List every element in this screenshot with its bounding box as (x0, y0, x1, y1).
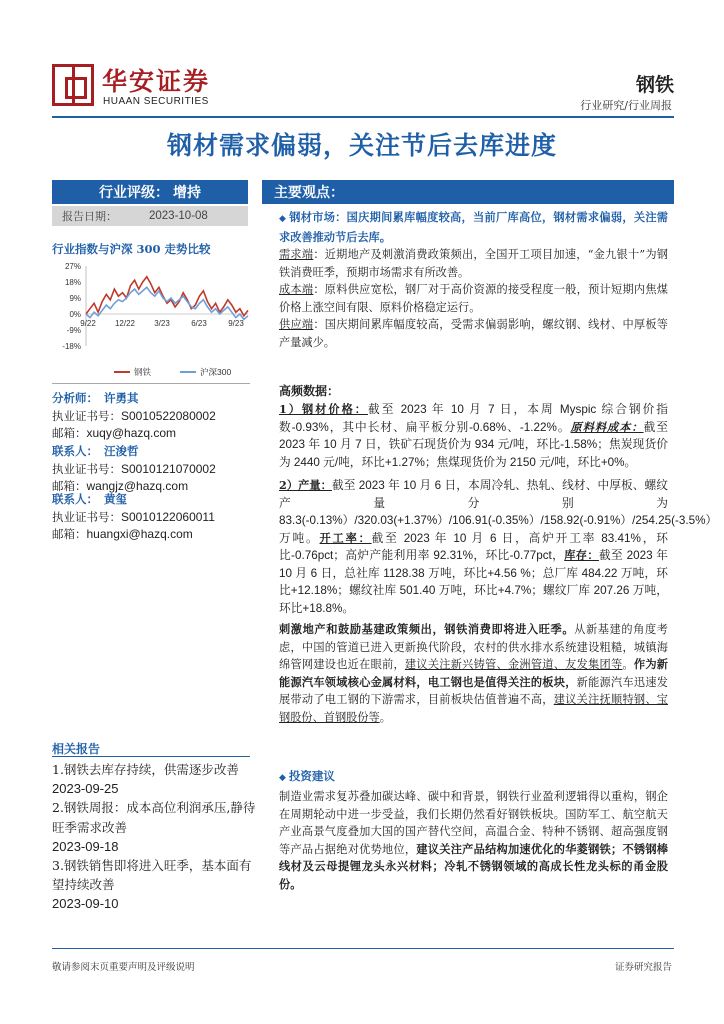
price-paragraph (279, 401, 668, 471)
chart-x-tick-label: 9/22 (80, 319, 96, 328)
rating-bar (52, 180, 248, 204)
email-label: 邮箱： (52, 479, 87, 493)
price-text: 截至 2023 年 10 月 7 日，本周 Myspic 综合钢价指数-0.93%，其中长材、扁平板分别-0.68%、-1.22%。 (279, 403, 668, 434)
outlook-text: 从新基建的角度考虑，中国的管道已进入更新换代阶段，农村的供水排水系统建设粗糙，城镇海绵管网建设也近在眼前， (279, 623, 668, 671)
analyst-block-2 (52, 443, 252, 496)
chart-y-tick-label: 9% (69, 294, 81, 303)
analyst-block-3 (52, 491, 252, 544)
outlook-end: 。 (379, 710, 391, 724)
bullet-icon: ◆ (279, 773, 286, 783)
cert-label: 执业证书号： (52, 461, 121, 476)
logo-mark-icon (52, 64, 94, 106)
report-date-bar (52, 206, 248, 226)
contact-email-link[interactable]: huangxi@hazq.com (86, 527, 193, 541)
contact-role-label: 联系人： (52, 492, 98, 506)
bullet-icon: ◆ (279, 214, 287, 224)
outlook-paragraph (279, 621, 668, 726)
main-view-bar (262, 180, 674, 204)
footer-disclaimer: 敬请参阅末页重要声明及评级说明 (52, 962, 195, 973)
inventory-text: 截至 2023 年 10 月 6 日，总社库 1128.38 万吨，环比+4.56 %；总厂库 484.22 万吨，环比+12.18%；螺纹社库 501.40 万吨，环比+4.7%；螺纹厂库 207.26 万吨，环比+18.8%。 (279, 549, 668, 615)
cost-text: ：原料供应宽松，钢厂对于高价资源的接受程度一般，预计短期内焦煤价格上涨空间有限、原料价格稳定运行。 (279, 283, 668, 314)
chart-y-tick-label: -9% (66, 326, 81, 335)
report-date-value: 2023-10-08 (149, 210, 208, 222)
contact-email-link[interactable]: wangjz@hazq.com (86, 479, 189, 493)
rating-value: 增持 (173, 185, 201, 201)
outlook-punct: 。 (622, 658, 634, 671)
related-report-item[interactable] (52, 856, 256, 914)
contact-name: 黄玺 (104, 492, 127, 506)
report-type: 行业研究/行业周报 (580, 99, 672, 112)
chart-svg (52, 258, 252, 383)
email-label: 邮箱： (52, 527, 87, 541)
material-cost-text: 截至 2023 年 10 月 7 日，铁矿石现货价为 934 元/吨，环比-1.58%；焦炭现货价为 2440 元/吨，环比+1.27%；焦煤现货价为 2150 元/吨，环比+0%。 (279, 420, 668, 469)
investment-section (279, 788, 668, 893)
investment-text: 制造业需求复苏叠加碳达峰、碳中和背景，钢铁行业盈利逻辑得以重构，钢企在周期轮动中进一步受益，我们长期仍然看好钢铁板块。国防军工、航空航天产业高景气度叠加大国的国产替代空间，高温合金、特种不锈钢、超高强度钢等产品占据绝对优势地位， (279, 790, 668, 856)
market-headline-text: 钢材市场：国庆期间累库幅度较高，当前厂库高位，钢材需求偏弱，关注需求改善推动节后去库。 (279, 210, 668, 244)
analyst-cert-row (52, 408, 252, 426)
electrical-steel-bold: 作为新能源汽车领域核心金属材料，电工钢也是值得关注的板块， (279, 657, 668, 689)
investment-title: 投资建议 (288, 769, 335, 783)
header-divider (52, 116, 674, 118)
demand-label: 需求端 (279, 248, 314, 261)
brand-logo (52, 64, 242, 112)
cost-label: 成本端 (279, 283, 314, 296)
output-text: 截至 2023 年 10 月 6 日，本周冷轧、热轧、线材、中厚板、螺纹产量分别为 83.3(-0.13%）/320.03(+1.37%）/106.91(-0.35%）/158.92(-0.91%）/254.25(-3.5%）万吨。 (279, 479, 718, 545)
industry-name: 钢铁 (635, 74, 674, 96)
contact-name: 汪浚哲 (104, 444, 139, 458)
outlook-bold: 刺激地产和鼓励基建政策频出，钢铁消费即将进入旺季。 (279, 622, 575, 636)
investment-paragraph (279, 788, 668, 893)
related-reports-divider (52, 756, 250, 757)
output-label: 2）产量： (279, 478, 332, 492)
cert-number: S0010121070002 (121, 461, 216, 476)
chart-x-tick-label: 9/23 (228, 319, 244, 328)
supply-paragraph (279, 316, 668, 351)
analyst-role-row (52, 390, 252, 408)
demand-paragraph (279, 246, 668, 281)
logo-english-name: HUAAN SECURITIES (103, 96, 209, 107)
related-report-date: 2023-09-25 (52, 781, 119, 797)
contact-cert-row (52, 509, 252, 527)
contact-cert-row (52, 461, 252, 479)
chart-y-tick-label: -18% (62, 342, 81, 351)
investment-picks: 建议关注产品结构加速优化的华菱钢铁；不锈钢棒线材及云母提锂龙头永兴材料；冷轧不锈钢领域的高成长性龙头标的甬金股份。 (279, 841, 668, 891)
footer-label: 证券研究报告 (614, 962, 672, 973)
utilization-text: 截至 2023 年 10 月 6 日，高炉开工率 83.41%，环比-0.76pct；高炉产能利用率 92.31%，环比-0.77pct， (279, 531, 668, 562)
related-report-date: 2023-09-10 (52, 896, 119, 912)
related-report-title: 2.钢铁周报：成本高位利润承压,静待旺季需求改善 (52, 800, 256, 835)
chart-x-tick-label: 3/23 (154, 319, 170, 328)
analyst-role-label: 分析师： (52, 391, 98, 405)
cert-number: S0010522080002 (121, 408, 216, 423)
utilization-label: 开工率： (319, 530, 372, 545)
electrical-steel-text: 新能源汽车迅速发展带动了电工钢的下游需求，目前板块估值普遍不高， (279, 675, 668, 706)
chart-y-tick-label: 27% (64, 262, 81, 271)
related-reports-title: 相关报告 (52, 742, 101, 756)
analyst-email-link[interactable]: xuqy@hazq.com (86, 426, 177, 440)
related-report-title: 1.钢铁去库存持续，供需逐步改善 (52, 762, 239, 777)
high-freq-title: 高频数据： (279, 384, 340, 398)
supply-text: ：国庆期间累库幅度较高，受需求偏弱影响，螺纹钢、线材、中厚板等产量减少。 (279, 318, 668, 349)
related-reports-list (52, 760, 256, 914)
investment-heading (279, 768, 335, 784)
demand-text: ：近期地产及刺激消费政策频出，全国开工项目加速，“金九银十”为钢铁消费旺季，预期市场需求有所改善。 (279, 248, 668, 279)
cert-number: S0010122060011 (121, 509, 215, 524)
page-title: 钢材需求偏弱，关注节后去库进度 (166, 131, 557, 160)
related-report-date: 2023-09-18 (52, 838, 119, 854)
pipe-stock-picks: 建议关注新兴铸管、金洲管道、友发集团等 (404, 658, 623, 671)
footer-divider (52, 948, 674, 949)
cert-label: 执业证书号： (52, 408, 121, 423)
cost-paragraph (279, 281, 668, 316)
price-label: 1）钢材价格： (279, 402, 368, 416)
email-label: 邮箱： (52, 426, 87, 440)
special-steel-picks: 建议关注抚顺特钢、宝钢股份、首钢股份等 (279, 693, 668, 724)
chart-legend-label: 钢铁 (134, 367, 152, 377)
contact-role-row (52, 491, 252, 509)
main-view-title: 主要观点： (274, 185, 344, 201)
related-report-item[interactable] (52, 760, 256, 798)
material-cost-label: 原料料成本： (570, 419, 644, 434)
output-paragraph (279, 477, 718, 617)
chart-title: 行业指数与沪深 300 走势比较 (52, 242, 211, 256)
chart-divider (52, 383, 250, 384)
inventory-label: 库存： (564, 548, 599, 562)
analyst-email-row (52, 425, 252, 443)
analyst-name: 许勇其 (104, 391, 139, 405)
high-freq-section (279, 401, 718, 726)
chart-legend-label: 沪深300 (200, 367, 232, 377)
report-date-label: 报告日期： (62, 210, 117, 223)
analyst-block-1 (52, 390, 252, 443)
cert-label: 执业证书号： (52, 509, 121, 524)
chart-x-tick-label: 6/23 (191, 319, 207, 328)
rating-label: 行业评级： (99, 185, 169, 201)
market-headline (279, 209, 668, 246)
supply-label: 供应端 (279, 318, 314, 331)
chart-y-tick-label: 18% (64, 278, 81, 287)
contact-role-label: 联系人： (52, 444, 98, 458)
chart-y-tick-label: 0% (69, 310, 81, 319)
related-report-title: 3.钢铁销售即将进入旺季，基本面有望持续改善 (52, 858, 252, 893)
related-report-item[interactable] (52, 798, 256, 856)
index-comparison-chart (52, 258, 252, 383)
contact-role-row (52, 443, 252, 461)
market-summary (279, 209, 668, 351)
contact-email-row (52, 526, 252, 544)
logo-chinese-name: 华安证券 (102, 67, 211, 96)
chart-x-tick-label: 12/22 (114, 319, 136, 328)
